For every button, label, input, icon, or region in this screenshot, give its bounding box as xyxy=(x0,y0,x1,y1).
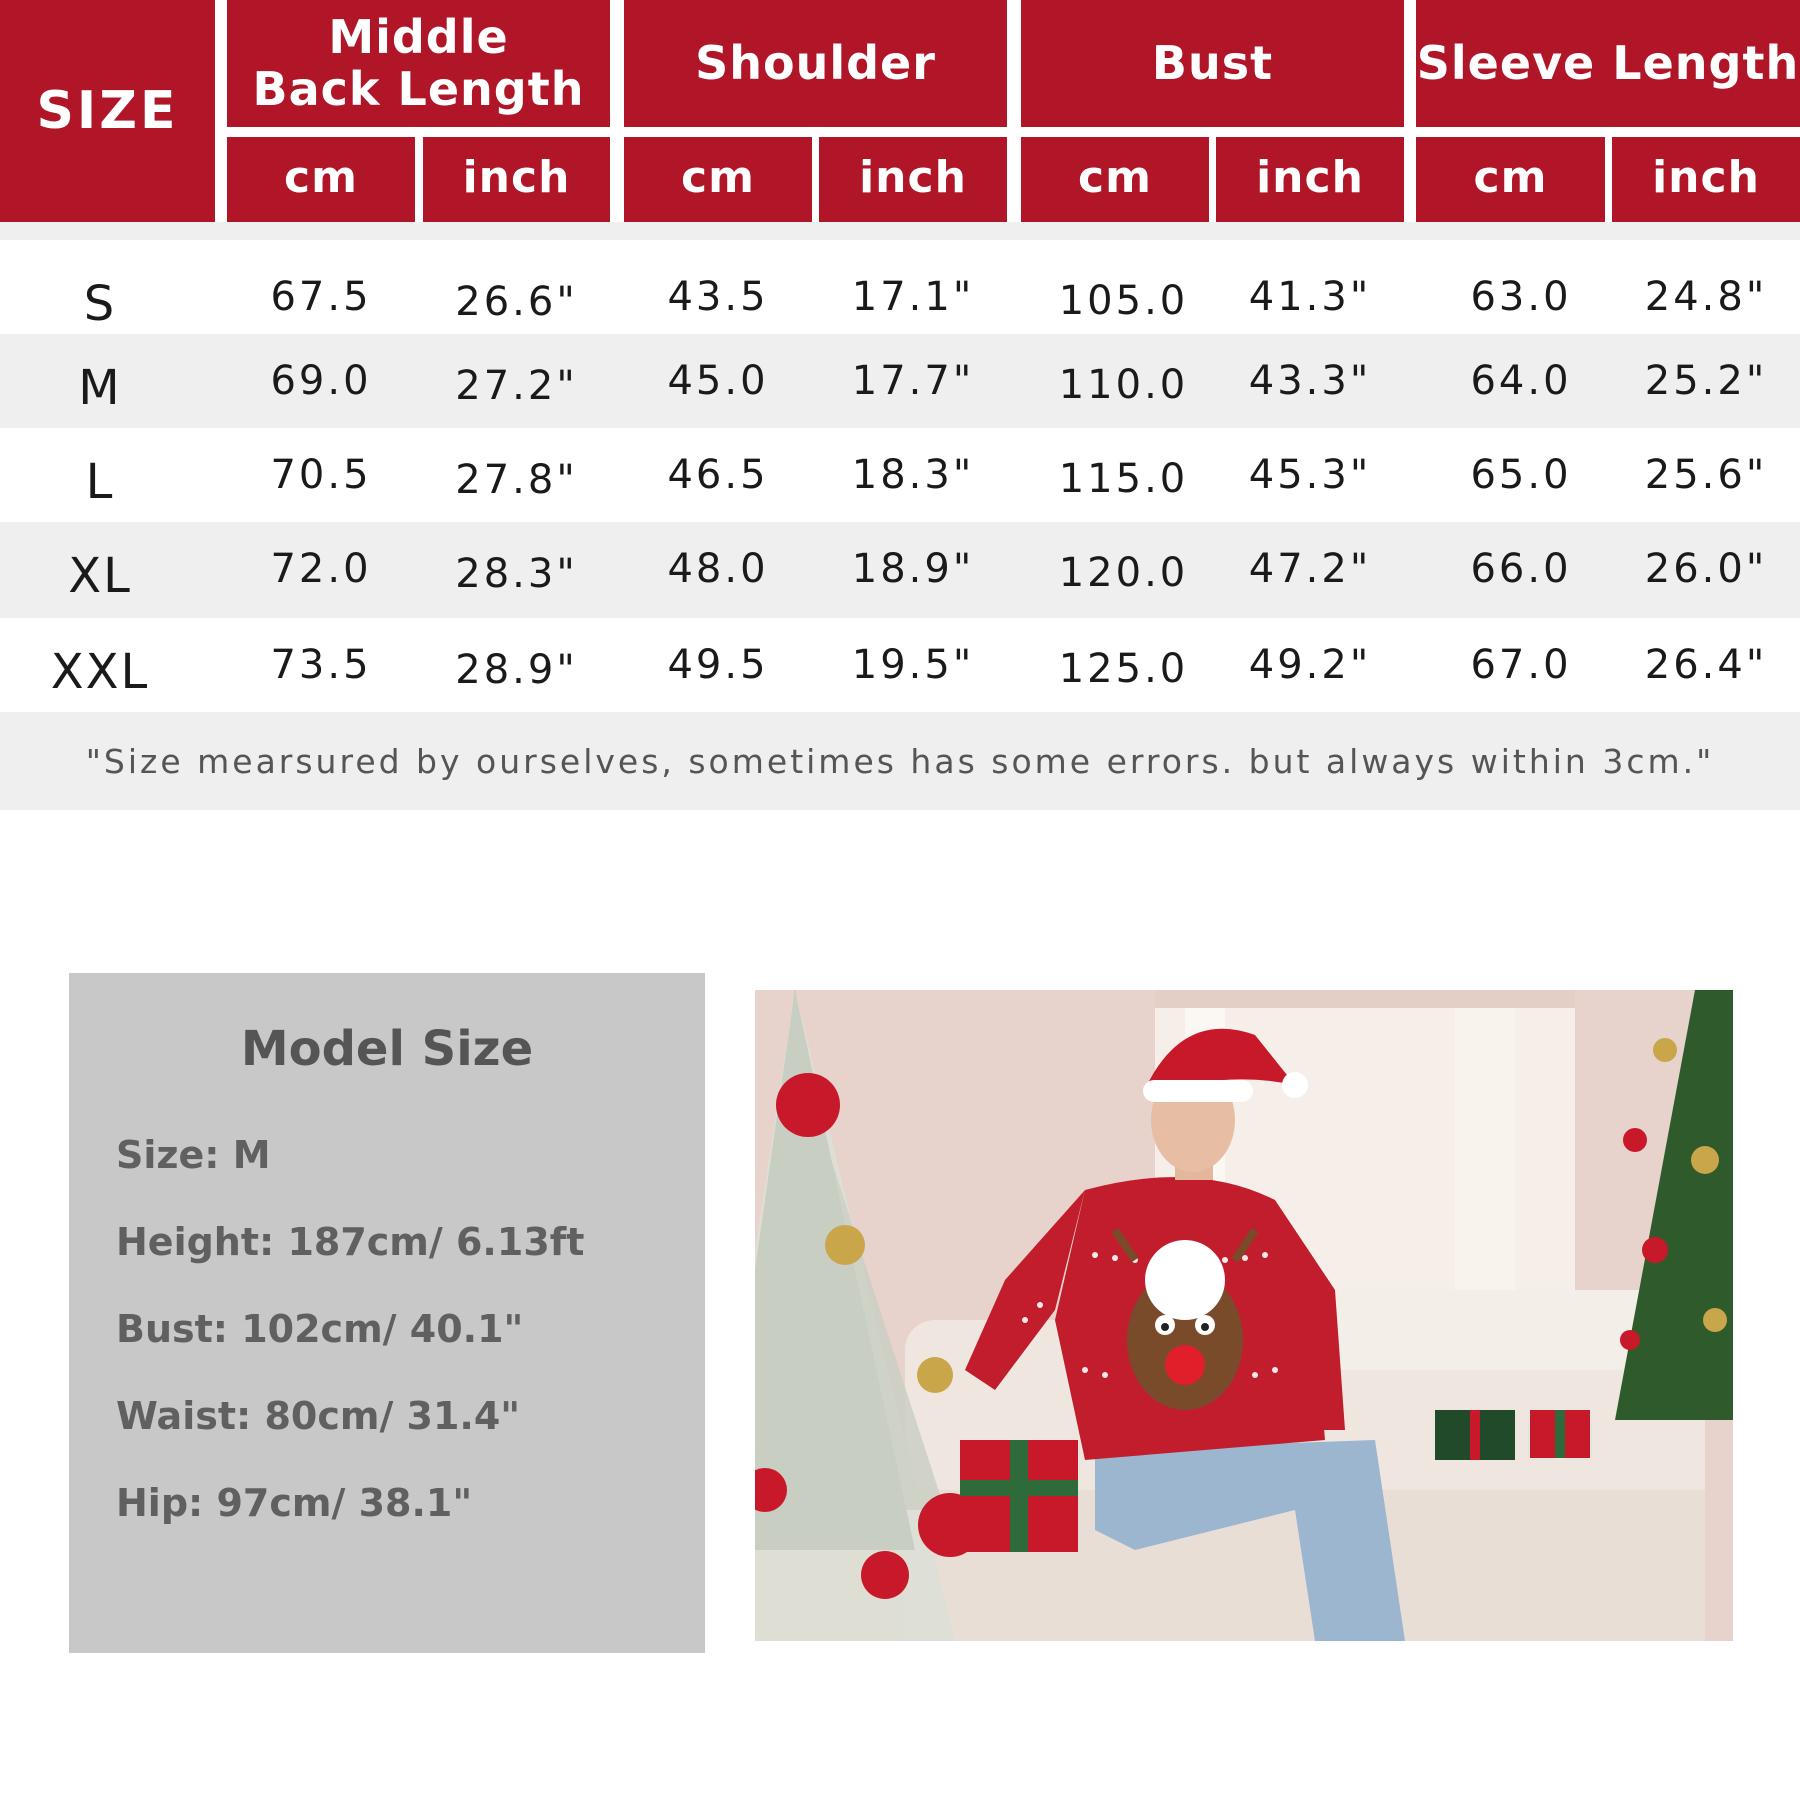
table-row xyxy=(0,618,1800,712)
size-label: XL xyxy=(68,548,132,604)
unit-header-cm: cm xyxy=(624,137,812,222)
unit-header-inch: inch xyxy=(819,137,1007,222)
table-cell: 45.3" xyxy=(1248,452,1372,498)
table-cell: 110.0 xyxy=(1058,362,1189,408)
table-cell: 49.2" xyxy=(1248,642,1372,688)
table-cell: 17.7" xyxy=(851,358,975,404)
table-cell: 28.9" xyxy=(455,647,578,693)
table-cell: 73.5 xyxy=(270,642,372,688)
table-cell: 28.3" xyxy=(455,551,578,597)
model-waist-line: Waist: 80cm/ 31.4" xyxy=(116,1394,521,1438)
unit-header-inch: inch xyxy=(423,137,610,222)
table-row xyxy=(0,522,1800,616)
table-row xyxy=(0,428,1800,522)
table-cell: 25.6" xyxy=(1644,452,1768,498)
table-cell: 47.2" xyxy=(1248,546,1372,592)
unit-header-cm: cm xyxy=(1416,137,1605,222)
model-size-line: Size: M xyxy=(116,1133,271,1177)
unit-header-cm: cm xyxy=(1021,137,1209,222)
table-cell: 70.5 xyxy=(270,452,372,498)
model-size-card xyxy=(69,973,705,1653)
header-separator-band xyxy=(0,222,1800,240)
table-cell: 18.3" xyxy=(851,452,975,498)
size-column-header: SIZE xyxy=(0,0,215,222)
table-cell: 67.5 xyxy=(270,274,372,320)
christmas-sweater-model-illustration xyxy=(755,990,1733,1641)
unit-header-inch: inch xyxy=(1216,137,1404,222)
table-cell: 115.0 xyxy=(1058,456,1189,502)
size-label: M xyxy=(78,360,122,416)
size-label: L xyxy=(85,454,115,510)
shoulder-header: Shoulder xyxy=(624,0,1007,127)
model-height-line: Height: 187cm/ 6.13ft xyxy=(116,1220,585,1264)
table-cell: 69.0 xyxy=(270,358,372,404)
unit-header-cm: cm xyxy=(227,137,415,222)
table-cell: 65.0 xyxy=(1470,452,1572,498)
table-cell: 17.1" xyxy=(851,274,975,320)
table-cell: 43.5 xyxy=(667,274,769,320)
table-cell: 46.5 xyxy=(667,452,769,498)
size-label: S xyxy=(83,276,117,332)
table-cell: 41.3" xyxy=(1248,274,1372,320)
table-cell: 125.0 xyxy=(1058,646,1189,692)
table-cell: 45.0 xyxy=(667,358,769,404)
table-cell: 26.0" xyxy=(1644,546,1768,592)
table-cell: 63.0 xyxy=(1470,274,1572,320)
table-cell: 120.0 xyxy=(1058,550,1189,596)
table-cell: 27.2" xyxy=(455,363,578,409)
table-cell: 48.0 xyxy=(667,546,769,592)
model-hip-line: Hip: 97cm/ 38.1" xyxy=(116,1481,473,1525)
table-row xyxy=(0,250,1800,344)
table-cell: 24.8" xyxy=(1644,274,1768,320)
bust-header: Bust xyxy=(1021,0,1404,127)
middle-back-length-header: Middle Back Length xyxy=(227,0,610,127)
model-bust-line: Bust: 102cm/ 40.1" xyxy=(116,1307,524,1351)
size-chart-table xyxy=(0,0,1800,810)
table-cell: 19.5" xyxy=(851,642,975,688)
table-cell: 18.9" xyxy=(851,546,975,592)
table-cell: 43.3" xyxy=(1248,358,1372,404)
table-cell: 66.0 xyxy=(1470,546,1572,592)
table-cell: 25.2" xyxy=(1644,358,1768,404)
table-cell: 27.8" xyxy=(455,457,578,503)
table-cell: 64.0 xyxy=(1470,358,1572,404)
table-cell: 26.6" xyxy=(455,279,578,325)
model-size-title: Model Size xyxy=(240,1021,534,1077)
table-cell: 67.0 xyxy=(1470,642,1572,688)
sleeve-length-header: Sleeve Length xyxy=(1416,0,1800,127)
unit-header-inch: inch xyxy=(1612,137,1800,222)
table-row xyxy=(0,334,1800,428)
table-cell: 72.0 xyxy=(270,546,372,592)
table-cell: 49.5 xyxy=(667,642,769,688)
measurement-disclaimer: "Size mearsured by ourselves, sometimes has some errors. but always within 3cm." xyxy=(0,712,1800,810)
model-photo xyxy=(755,990,1733,1641)
size-label: XXL xyxy=(50,644,150,700)
table-cell: 105.0 xyxy=(1058,278,1189,324)
table-cell: 26.4" xyxy=(1644,642,1768,688)
